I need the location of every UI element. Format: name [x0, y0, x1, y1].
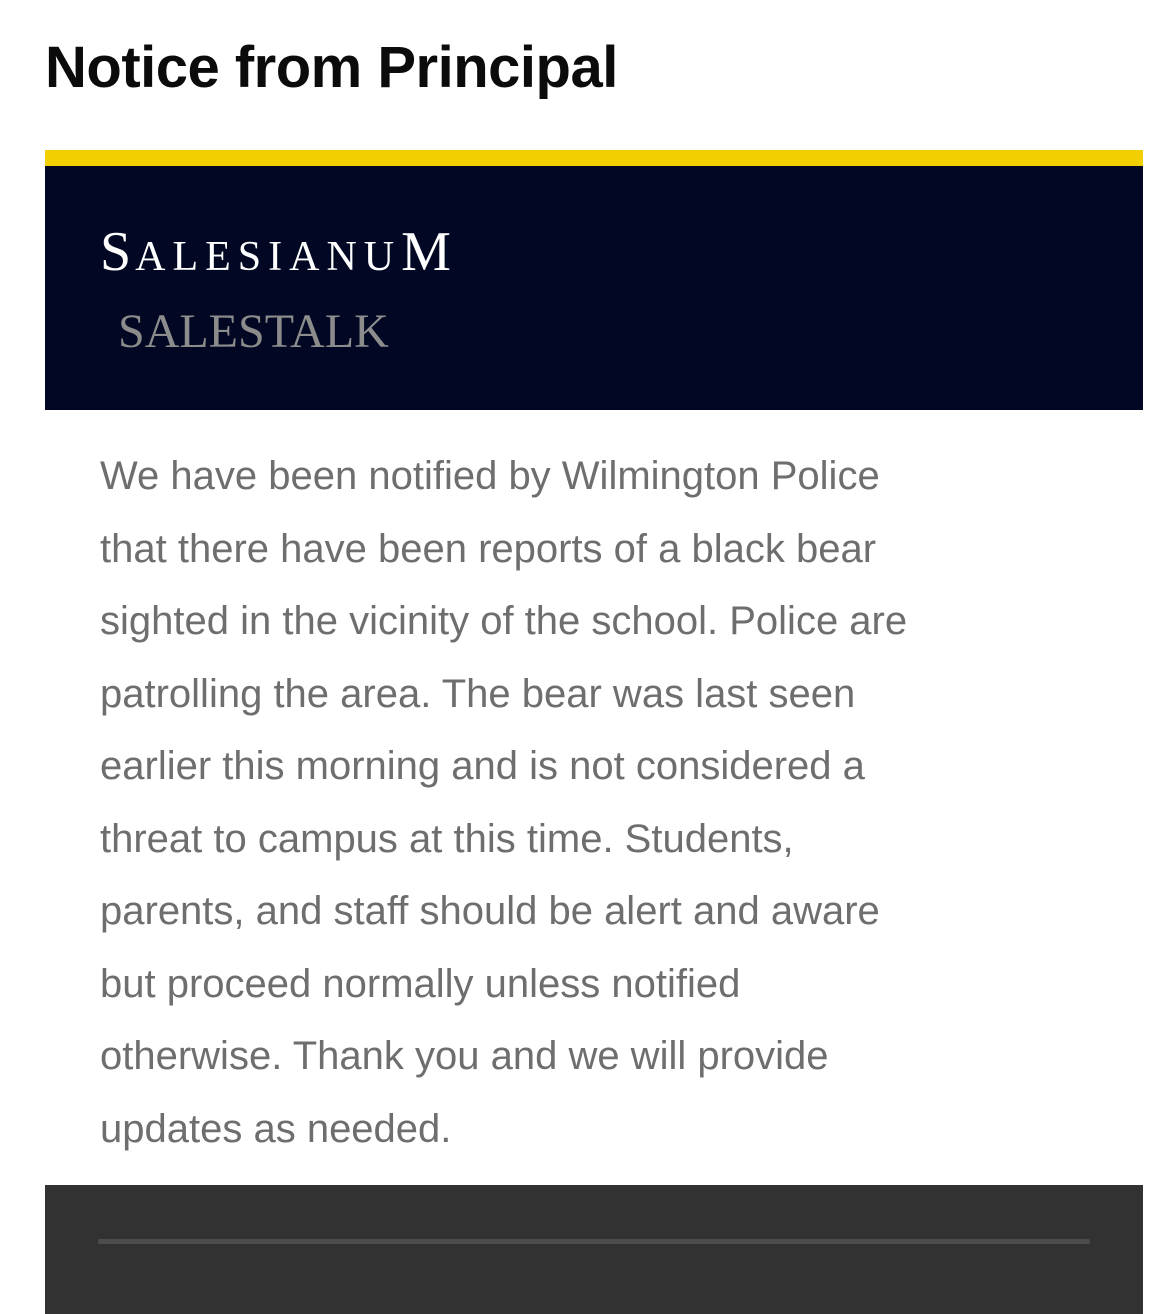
accent-bar	[45, 150, 1143, 166]
message-line: sighted in the vicinity of the school. Police are	[100, 599, 908, 643]
masthead-banner	[45, 166, 1143, 410]
message-line: We have been notified by Wilmington Police	[100, 454, 880, 498]
footer-divider	[98, 1239, 1090, 1244]
brand-logo	[100, 222, 455, 287]
message-line: parents, and staff should be alert and aware	[100, 889, 880, 933]
email-content	[45, 150, 1143, 1314]
message-body	[100, 440, 1100, 1165]
email-footer	[45, 1185, 1143, 1314]
message-line: threat to campus at this time. Students,	[100, 816, 794, 861]
brand-initial: S	[100, 221, 136, 283]
message-line: patrolling the area. The bear was last seen	[100, 671, 856, 716]
newsletter-name: SALESTALK	[118, 305, 389, 358]
message-line: otherwise. Thank you and we will provide	[100, 1034, 829, 1078]
message-line: updates as needed.	[100, 1106, 452, 1151]
message-line: but proceed normally unless notified	[100, 961, 741, 1006]
email-subject: Notice from Principal	[45, 35, 618, 100]
message-line: earlier this morning and is not considered a	[100, 744, 865, 788]
message-line: that there have been reports of a black bear	[100, 526, 877, 571]
brand-middle: ALESIANU	[135, 234, 402, 280]
brand-final: M	[401, 221, 455, 283]
